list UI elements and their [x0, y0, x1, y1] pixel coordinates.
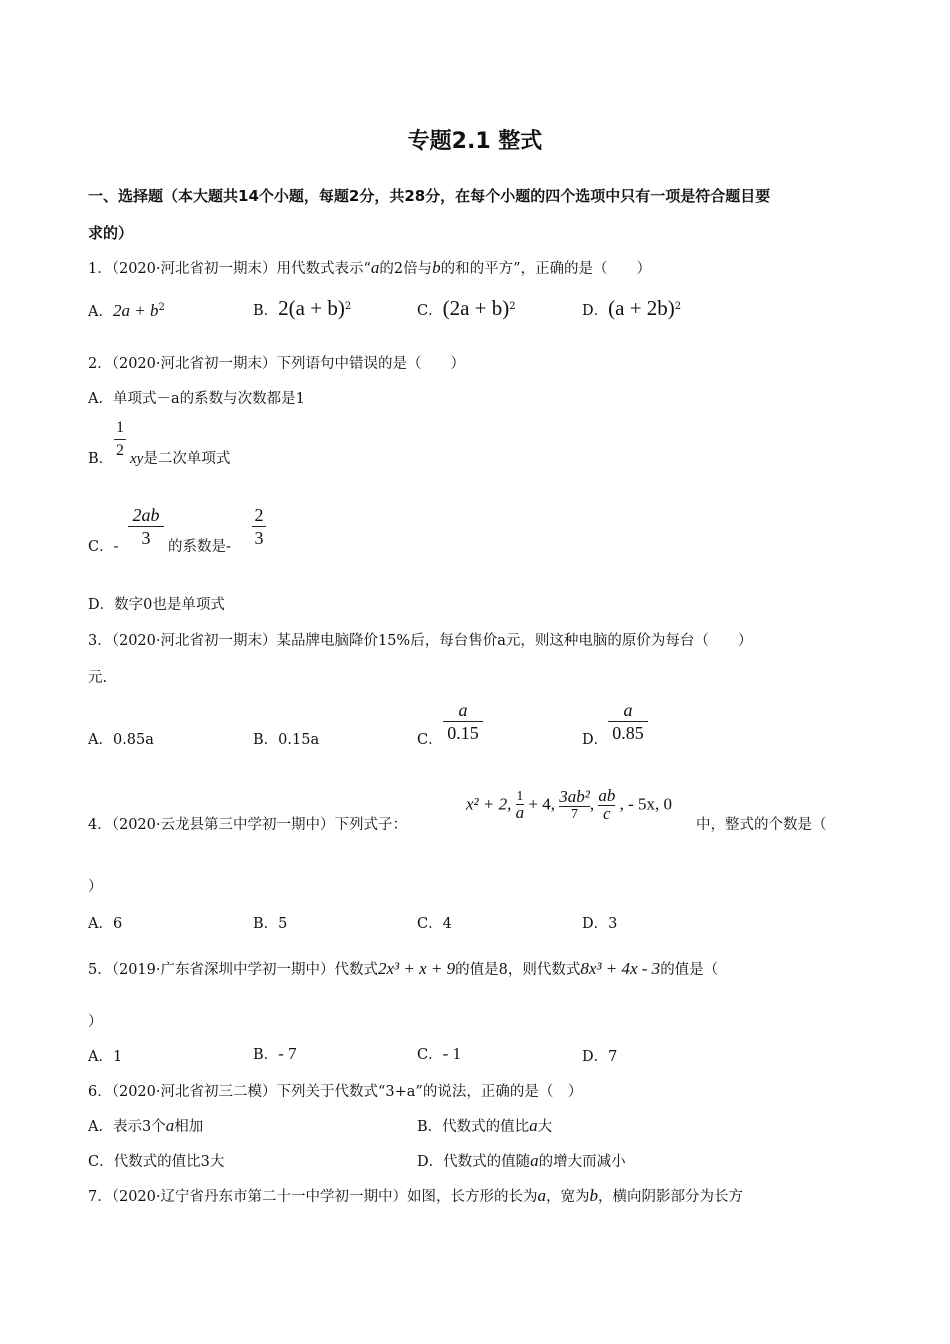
q3-option-b: B．0.15a — [253, 732, 320, 748]
q6-option-c: C．代数式的值比3大 — [88, 1154, 225, 1170]
q2-option-b-text: xy是二次单项式 — [130, 451, 231, 467]
q4-fraction-3: $\frac{ab}{c}$ — [598, 786, 616, 823]
q5-stem: 5．（2019·广东省深圳中学初一期中）代数式2x³ + x + 9的值是8，则代数式8x³ + 4x - 3的值是（ — [88, 959, 719, 978]
q3-option-d-fraction: a 0.85 — [608, 700, 648, 743]
q2-option-b-label: B． — [88, 451, 114, 467]
q6-option-b: B．代数式的值比a大 — [417, 1116, 553, 1135]
q6-option-d: D．代数式的值随a的增大而减小 — [417, 1151, 626, 1170]
q4-stem: 4．（2020·云龙县第三中学初一期中）下列式子： — [88, 817, 407, 833]
q4-option-c: C．4 — [417, 916, 452, 932]
q2-option-d: D．数字0也是单项式 — [88, 597, 225, 613]
q6-option-a: A．表示3个a相加 — [88, 1116, 204, 1135]
q3-stem-cont: 元. — [88, 670, 108, 686]
q5-stem-cont: ） — [88, 1014, 103, 1030]
q5-option-a: A．1 — [88, 1049, 123, 1065]
q4-stem-tail: 中，整式的个数是（ — [696, 817, 827, 833]
q4-option-b: B．5 — [253, 916, 288, 932]
q5-option-b: B．- 7 — [253, 1044, 297, 1063]
q3-option-d-label: D． — [582, 732, 609, 748]
q4-fraction-2: 3ab² 7 — [559, 787, 590, 822]
q4-option-a: A．6 — [88, 916, 123, 932]
q5-option-c: C．- 1 — [417, 1044, 462, 1063]
q5-option-d: D．7 — [582, 1049, 618, 1065]
q2-option-c-text: 的系数是- — [168, 539, 231, 555]
q2-stem: 2．（2020·河北省初一期末）下列语句中错误的是（ ） — [88, 356, 465, 372]
q1-option-d: D．$(a + 2b)^2$ — [582, 296, 682, 320]
q2-option-c-fraction: 2ab 3 — [128, 505, 164, 548]
q2-option-a: A．单项式－a的系数与次数都是1 — [88, 391, 305, 407]
q3-option-c-label: C． — [417, 732, 443, 748]
q2-option-c-label: C．- — [88, 539, 119, 555]
q7-stem: 7．（2020·辽宁省丹东市第二十一中学初一期中）如图，长方形的长为a，宽为b，横向阴影部分为长方 — [88, 1186, 743, 1205]
q3-option-a: A．0.85a — [88, 732, 154, 748]
q4-expression: x² + 2, 1 a + 4, 3ab² 7, $\frac{ab}{c}$ , - 5x, 0 — [466, 786, 672, 823]
q1-stem: 1．（2020·河北省初一期末）用代数式表示“a的2倍与b的和的平方”，正确的是（ ） — [88, 258, 652, 277]
q1-option-a: A．$2a + b^2$ — [88, 301, 165, 320]
q3-option-c-fraction: a 0.15 — [443, 700, 483, 743]
page-title: 专题2.1 整式 — [407, 129, 543, 154]
q4-option-d: D．3 — [582, 916, 618, 932]
q3-stem: 3．（2020·河北省初一期末）某品牌电脑降价15%后，每台售价a元，则这种电脑的原价为每台（ ） — [88, 633, 753, 649]
q4-stem-cont: ） — [88, 879, 103, 895]
q6-stem: 6．（2020·河北省初三二模）下列关于代数式“3+a”的说法，正确的是（ ） — [88, 1084, 583, 1100]
q1-option-b: B．$2(a + b)^2$ — [253, 296, 352, 320]
q4-fraction-1: 1 a — [515, 789, 525, 822]
section-heading: 一、选择题（本大题共14个小题，每题2分，共28分，在每个小题的四个选项中只有一项是符合题目要 — [88, 187, 771, 205]
section-heading-cont: 求的） — [88, 224, 134, 242]
q1-option-c: C．$(2a + b)^2$ — [417, 296, 516, 320]
q2-option-c-fraction-2: 2 3 — [252, 505, 266, 548]
q2-option-b-fraction: 1 2 — [116, 419, 124, 459]
